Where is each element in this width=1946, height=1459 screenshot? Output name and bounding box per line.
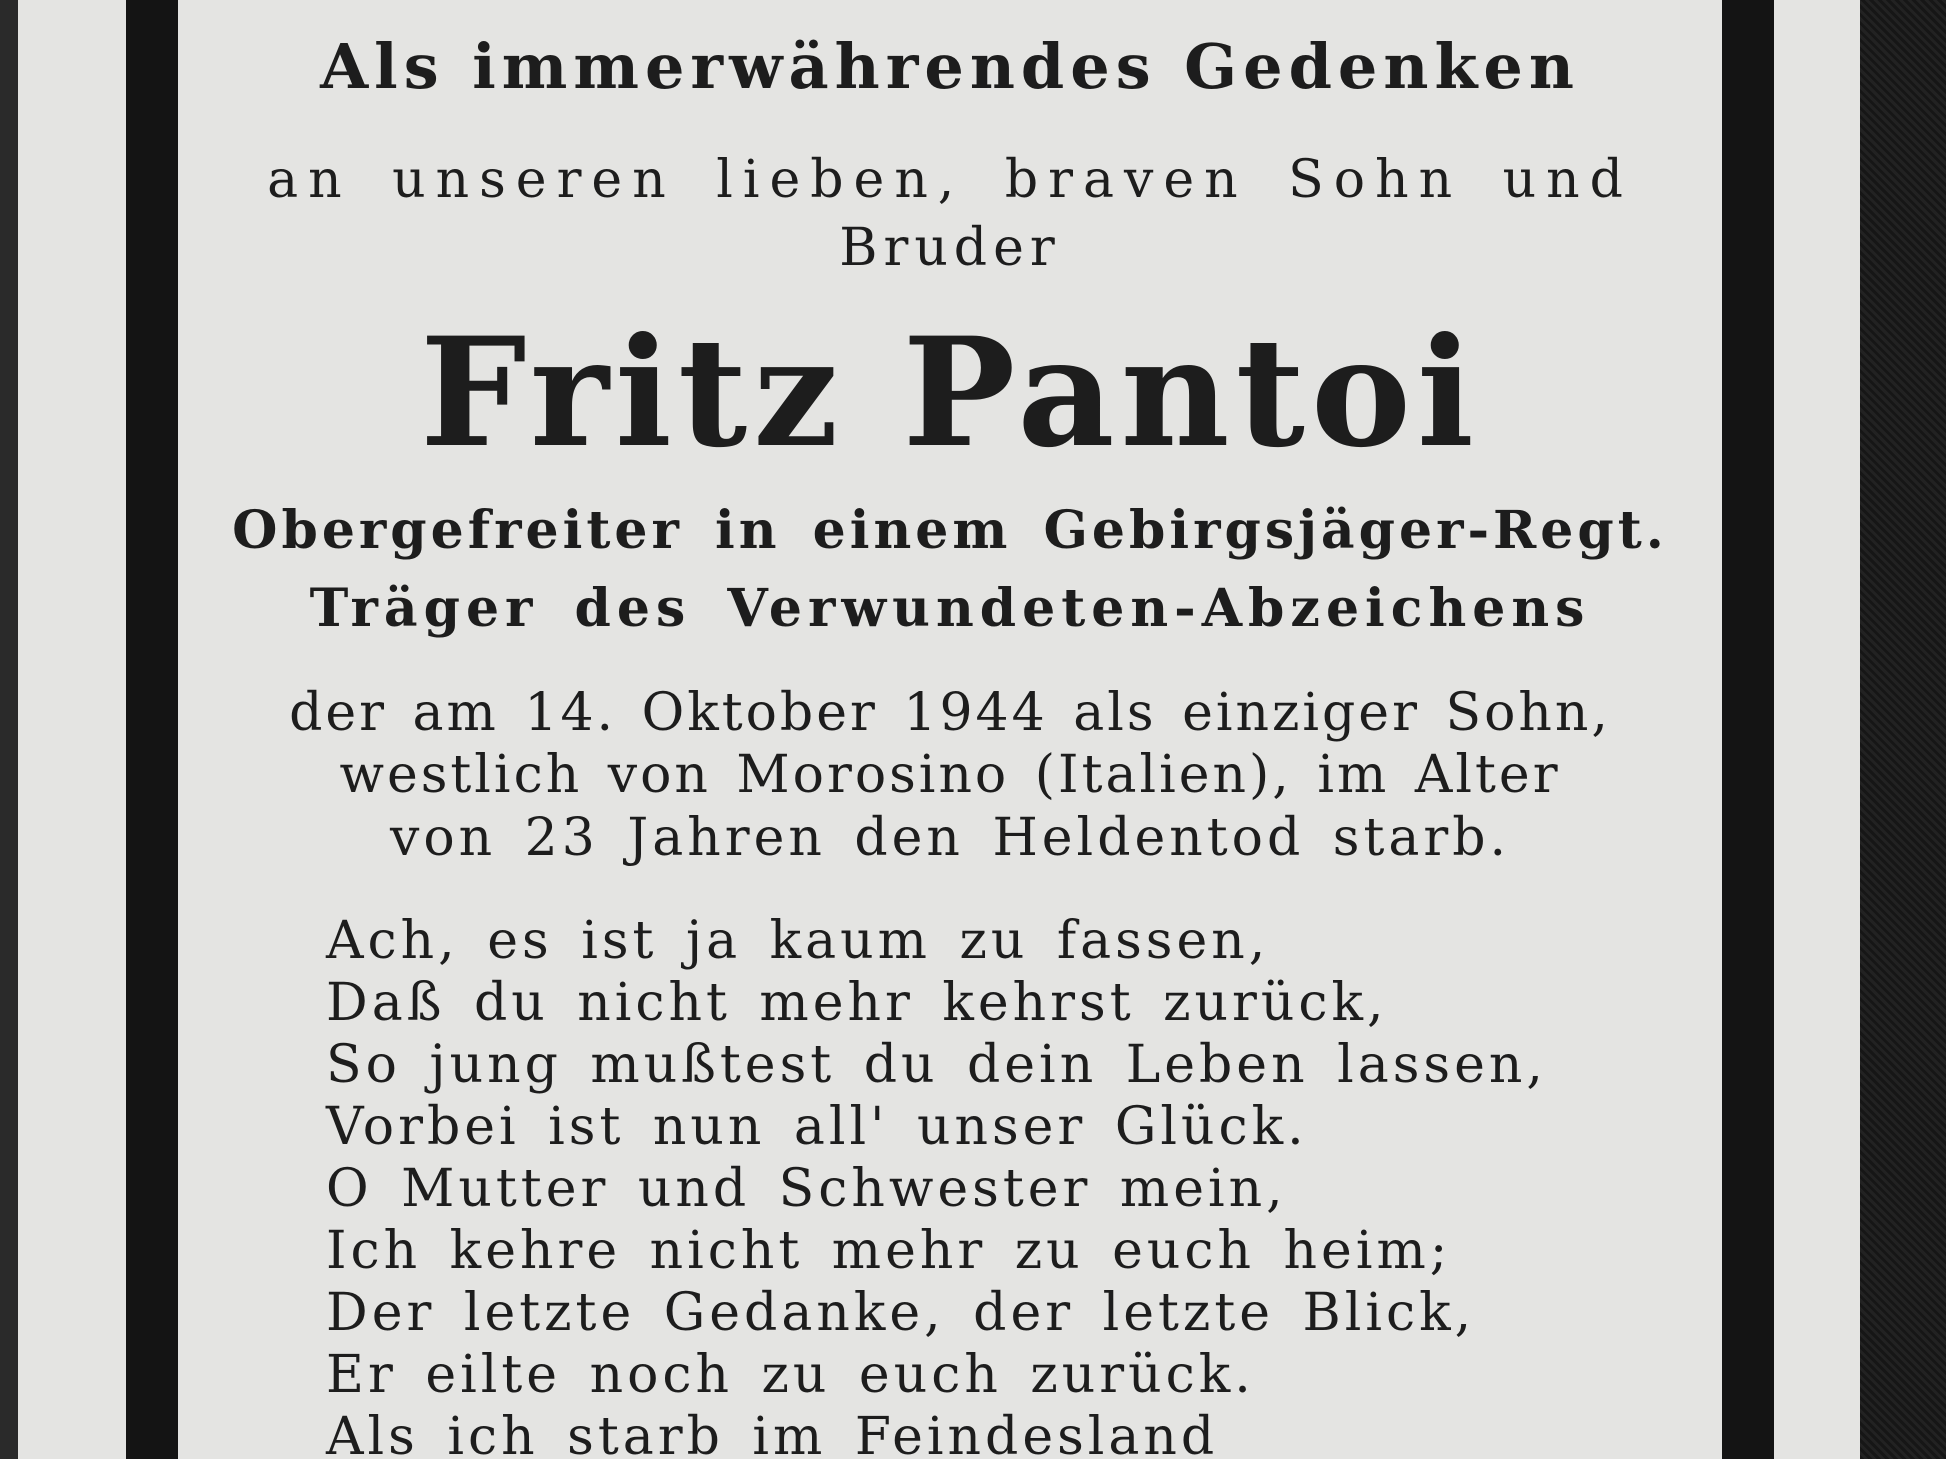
poem-line: Ich kehre nicht mehr zu euch heim;	[326, 1221, 1452, 1281]
poem-line: Er eilte noch zu euch zurück.	[326, 1345, 1255, 1405]
card-content	[178, 0, 1722, 1459]
background-left-strip	[0, 0, 18, 1459]
poem-line: Als ich starb im Feindesland	[326, 1407, 1219, 1459]
intro-line-2: Bruder	[839, 218, 1061, 278]
poem-line: So jung mußtest du dein Leben lassen,	[326, 1035, 1547, 1095]
death-notice-line-3: von 23 Jahren den Heldentod starb.	[389, 808, 1511, 868]
poem-line: Ach, es ist ja kaum zu fassen,	[326, 911, 1270, 971]
poem-line: Der letzte Gedanke, der letzte Blick,	[326, 1283, 1476, 1343]
poem-line: Vorbei ist nun all' unser Glück.	[326, 1097, 1308, 1157]
poem-line: Daß du nicht mehr kehrst zurück,	[326, 973, 1388, 1033]
decoration-line: Träger des Verwundeten-Abzeichens	[309, 578, 1591, 639]
background-fabric	[1860, 0, 1946, 1459]
mourning-border-left	[126, 0, 178, 1459]
mourning-border-right	[1722, 0, 1774, 1459]
death-notice-line-1: der am 14. Oktober 1944 als einziger Sohn,	[289, 683, 1611, 743]
memorial-poem	[326, 910, 1686, 1459]
intro-line-1: an unseren lieben, braven Sohn und	[267, 150, 1633, 210]
death-notice-line-2: westlich von Morosino (Italien), im Alter	[339, 745, 1561, 805]
military-rank: Obergefreiter in einem Gebirgsjäger-Regt.	[232, 500, 1668, 561]
poem-line: O Mutter und Schwester mein,	[326, 1159, 1287, 1219]
card-heading: Als immerwährendes Gedenken	[320, 30, 1580, 103]
deceased-name: Fritz Pantoi	[420, 305, 1480, 481]
memorial-card	[18, 0, 1860, 1459]
